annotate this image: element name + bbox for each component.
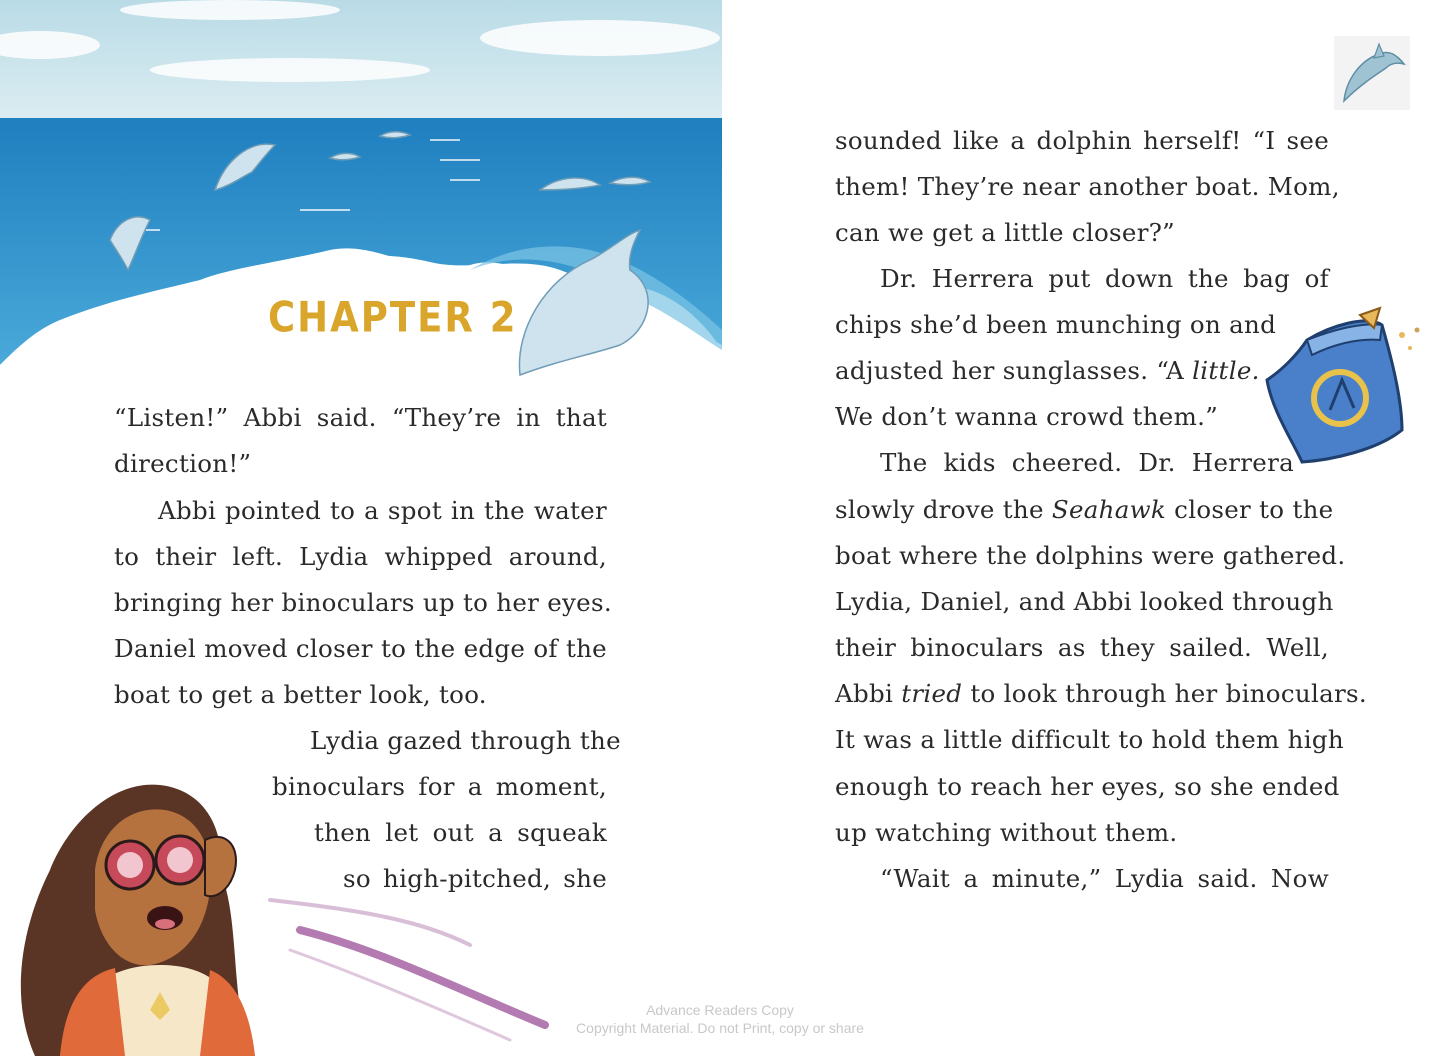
text-span: adjusted her sunglasses. “A <box>835 356 1193 385</box>
text-line: chips she’d been munching on and <box>835 310 1277 339</box>
text-line <box>835 671 1367 717</box>
text-line: Dr. Herrera put down the bag of <box>880 264 1329 293</box>
text-line: enough to reach her eyes, so she ended <box>835 772 1340 801</box>
chapter-heading: CHAPTER 2 <box>268 293 518 342</box>
text-line: can we get a little closer?” <box>835 218 1175 247</box>
text-line: The kids cheered. Dr. Herrera <box>880 448 1294 477</box>
text-line: their binoculars as they sailed. Well, <box>835 633 1329 662</box>
text-line <box>835 348 1260 394</box>
girl-with-binoculars-illustration <box>0 760 560 1056</box>
text-line: so high-pitched, she <box>343 864 607 893</box>
text-line: Abbi pointed to a spot in the water <box>158 496 607 525</box>
text-line: “Listen!” Abbi said. “They’re in that <box>114 403 607 432</box>
text-line: bringing her binoculars up to her eyes. <box>114 588 612 617</box>
italic-text: tried <box>901 679 963 708</box>
text-line: We don’t wanna crowd them.” <box>835 402 1219 431</box>
text-span: slowly drove the <box>835 495 1052 524</box>
text-line: up watching without them. <box>835 818 1178 847</box>
text-line: Lydia gazed through the <box>310 726 621 755</box>
text-line: them! They’re near another boat. Mom, <box>835 172 1340 201</box>
text-line: Lydia, Daniel, and Abbi looked through <box>835 587 1334 616</box>
text-line: Daniel moved closer to the edge of the <box>114 634 607 663</box>
text-span: to look through her binoculars. <box>962 679 1367 708</box>
text-line: direction!” <box>114 449 252 478</box>
text-line: to their left. Lydia whipped around, <box>114 542 607 571</box>
text-line: boat where the dolphins were gathered. <box>835 541 1346 570</box>
text-line: sounded like a dolphin herself! “I see <box>835 126 1329 155</box>
text-span: closer to the <box>1166 495 1334 524</box>
text-line: “Wait a minute,” Lydia said. Now <box>880 864 1329 893</box>
watermark-line: Copyright Material. Do not Print, copy or share <box>576 1020 864 1036</box>
text-span: Abbi <box>835 679 902 708</box>
text-line: then let out a squeak <box>314 818 607 847</box>
text-line <box>835 487 1334 533</box>
text-line: It was a little difficult to hold them high <box>835 725 1344 754</box>
watermark-line: Advance Readers Copy <box>646 1002 794 1018</box>
dolphin-icon <box>1334 36 1410 110</box>
italic-text: Seahawk <box>1051 495 1167 524</box>
italic-text: little. <box>1192 356 1260 385</box>
text-line: boat to get a better look, too. <box>114 680 487 709</box>
text-line: binoculars for a moment, <box>272 772 607 801</box>
chips-bag-icon <box>1262 300 1432 470</box>
